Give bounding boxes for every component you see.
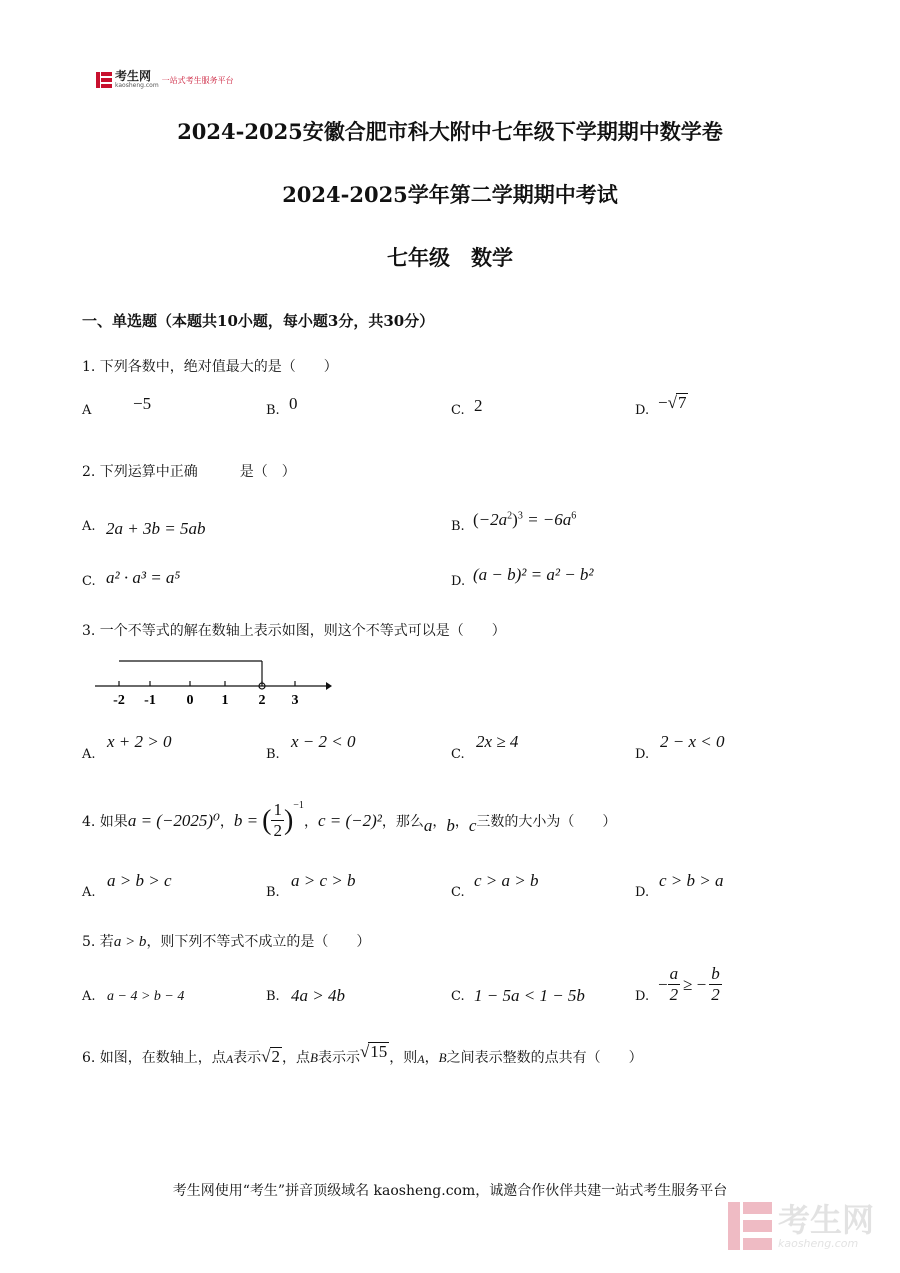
watermark: [728, 1202, 874, 1250]
number-line-figure: [90, 650, 340, 710]
option-label: C.: [451, 885, 465, 900]
option-label: C.: [451, 989, 465, 1004]
fraction-numerator: a: [669, 964, 679, 983]
point-b: B: [438, 1050, 447, 1065]
fraction-numerator: b: [711, 964, 720, 983]
logo-slogan: 一站式考生服务平台: [161, 75, 234, 85]
number-line-arrow: [326, 682, 332, 690]
radicand: 2: [271, 1047, 280, 1066]
q4-b-lhs: b =: [233, 810, 259, 830]
fraction-denominator: 2: [273, 821, 282, 840]
number-line-tick-label: 0: [186, 693, 194, 708]
watermark-logo-icon: [728, 1202, 772, 1250]
number-line-tick-label: -2: [113, 693, 125, 708]
question-3-stem: 3. 一个不等式的解在数轴上表示如图，则这个不等式可以是（ ）: [82, 623, 506, 639]
option-a: a > b > c: [107, 871, 172, 890]
q4-end: 三数的大小为（ ）: [476, 813, 617, 830]
sqrt-15: √15: [359, 1042, 388, 1061]
footer-text: 考生网使用“考生”拼音顶级域名 kaosheng.com，诚邀合作伙伴共建一站式考生服务平台: [172, 1183, 728, 1199]
number-line-ticks: [113, 681, 298, 708]
question-6-stem: [82, 1042, 643, 1067]
option-d: c > b > a: [659, 871, 724, 890]
point-a: A: [417, 1052, 425, 1066]
q4-a-definition: a = (−2025)⁰: [127, 810, 220, 830]
option-label: A: [82, 403, 92, 418]
option-b-rhs: = −6a: [522, 510, 572, 529]
option-d: (a − b)² = a² − b²: [473, 565, 594, 584]
option-b: 0: [289, 394, 298, 413]
logo-mark-icon: [96, 72, 112, 88]
option-label: C.: [82, 574, 96, 589]
option-a: 2a + 3b = 5ab: [106, 519, 206, 538]
question-2-stem: 2. 下列运算中正确 是（ ）: [82, 464, 296, 480]
option-b: 4a > 4b: [291, 986, 345, 1005]
fraction: [668, 964, 681, 1005]
q4-c-definition: c = (−2)²: [317, 810, 382, 830]
option-c: 2x ≥ 4: [476, 732, 519, 751]
option-c: a² · a³ = a⁵: [106, 568, 181, 587]
option-label: D.: [635, 403, 650, 418]
q6-part: 表示示: [317, 1050, 360, 1066]
option-label: D.: [635, 989, 650, 1004]
option-label: B.: [451, 519, 465, 534]
option-b: $(-2a^2)^3 = -6a^6$: [473, 510, 577, 529]
option-label: B.: [266, 989, 280, 1004]
option-b: x − 2 < 0: [291, 732, 356, 751]
option-d: − $\frac{a}{2}$ ≥ − $\frac{b}{2}$: [658, 964, 720, 1004]
option-label: A.: [82, 885, 96, 900]
q6-part: 之间表示整数的点共有（ ）: [446, 1050, 643, 1066]
option-a: −5: [133, 394, 152, 413]
watermark-domain: kaosheng.com: [777, 1236, 859, 1250]
option-label: B.: [266, 747, 280, 762]
option-label: A.: [82, 519, 96, 534]
fraction-denominator: 2: [711, 985, 720, 1004]
fraction: [709, 964, 722, 1005]
option-c: 2: [474, 396, 483, 415]
option-b: a > c > b: [291, 871, 356, 890]
option-label: C.: [451, 403, 465, 418]
fraction-denominator: 2: [669, 985, 679, 1004]
option-d: 2 − x < 0: [660, 732, 725, 751]
option-label: C.: [451, 747, 465, 762]
q4-fraction: [271, 800, 284, 841]
option-d: −√7: [658, 393, 687, 412]
option-label: D.: [451, 574, 466, 589]
number-line-tick-label: 1: [221, 693, 229, 708]
q5-stem-post: ，则下列不等式不成立的是（ ）: [146, 934, 371, 950]
option-a: x + 2 > 0: [107, 732, 172, 751]
option-label: B.: [266, 885, 280, 900]
logo-domain: kaosheng.com: [115, 82, 159, 89]
option-b-base: −2a: [478, 510, 508, 529]
sqrt-2: √2: [261, 1047, 280, 1066]
exponent: 3: [517, 510, 523, 522]
exam-subtitle: 2024-2025学年第二学期期中考试: [282, 182, 618, 207]
radicand: 15: [370, 1042, 388, 1061]
question-4-stem: 4. 如果 a = (−2025)⁰ ， b = ( $\frac{1}{2}$ ) $^{-1}$ ， c = (−2)² ，那么 a ， b ， c 三数的大小为（ ）: [82, 800, 617, 840]
logo-name: 考生网: [115, 69, 152, 83]
number-line-tick-label: 2: [258, 693, 266, 708]
q4-var-a: a: [423, 815, 433, 835]
option-label: A.: [82, 747, 96, 762]
option-label: A.: [82, 989, 96, 1004]
exponent: 6: [571, 510, 577, 522]
minus-sign: −: [658, 393, 668, 412]
number-line-tick-label: 3: [291, 693, 299, 708]
question-5-stem: [82, 931, 370, 951]
option-label: D.: [635, 747, 650, 762]
q4-tail: ，那么: [381, 813, 424, 830]
q6-part: 6. 如图，在数轴上，点: [82, 1050, 226, 1066]
q5-stem-pre: 5. 若: [82, 934, 114, 950]
q6-part: ，点: [282, 1050, 310, 1066]
q6-part: ，: [424, 1050, 439, 1066]
q4-prefix: 4. 如果: [82, 813, 128, 830]
option-c: 1 − 5a < 1 − 5b: [474, 986, 585, 1005]
option-c: c > a > b: [474, 871, 539, 890]
exam-grade: 七年级 数学: [387, 245, 513, 270]
radicand: 7: [677, 393, 687, 412]
option-label: D.: [635, 885, 650, 900]
exponent: 2: [507, 510, 513, 522]
q6-part: ，则: [389, 1050, 418, 1066]
q4-var-b: b: [446, 815, 455, 835]
number-line-tick-label: -1: [144, 693, 156, 708]
header-logo: [96, 71, 234, 89]
q5-stem-math: a > b: [113, 934, 147, 950]
watermark-name: 考生网: [777, 1200, 874, 1239]
exam-title: 2024-2025安徽合肥市科大附中七年级下学期期中数学卷: [177, 119, 723, 144]
q6-part: 表示: [233, 1050, 262, 1066]
option-a: a − 4 > b − 4: [107, 989, 185, 1004]
option-d-relation: ≥ −: [683, 974, 707, 994]
point-b: B: [310, 1050, 318, 1065]
exponent: −1: [293, 800, 304, 811]
fraction-numerator: 1: [273, 800, 282, 819]
point-a: A: [225, 1052, 234, 1066]
option-label: B.: [266, 403, 280, 418]
section-heading: 一、单选题（本题共10小题，每小题3分，共30分）: [82, 312, 435, 330]
q4-var-c: c: [468, 815, 477, 835]
question-1-stem: 1. 下列各数中，绝对值最大的是（ ）: [82, 359, 338, 375]
